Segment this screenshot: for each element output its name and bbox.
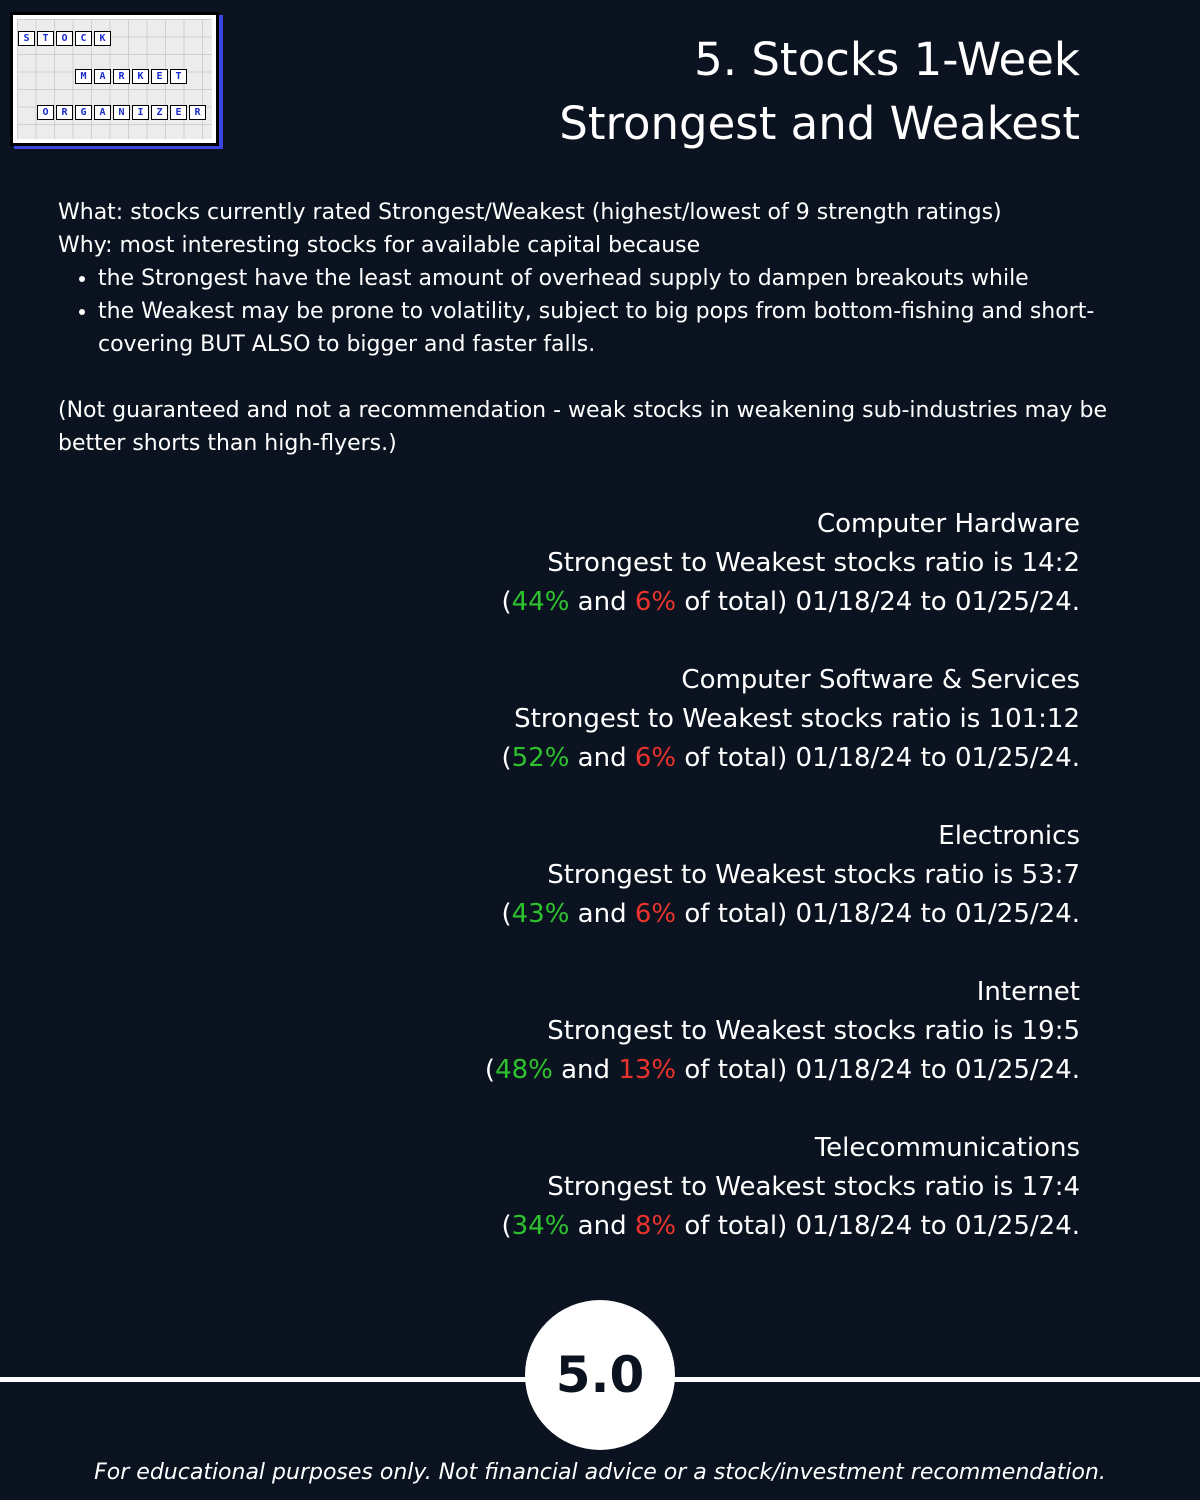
intro-what: What: stocks currently rated Strongest/Weakest (highest/lowest of 9 strength ratings) (58, 200, 1002, 225)
logo-letter: S (18, 31, 35, 46)
industry-percentages (380, 739, 1080, 778)
industry-name: Computer Hardware (816, 509, 1080, 539)
logo-letter: M (75, 69, 92, 84)
strong-percent: 44% (511, 587, 570, 617)
industry-name: Computer Software & Services (681, 665, 1080, 695)
industry-section (380, 817, 1080, 934)
period-text: of total) 01/18/24 to 01/25/24. (676, 1055, 1080, 1085)
industry-percentages (380, 1207, 1080, 1246)
intro-text (58, 196, 1138, 460)
industry-name: Electronics (938, 821, 1080, 851)
intro-bullet-list (58, 262, 1138, 361)
intro-bullet: • the Strongest have the least amount of overhead supply to dampen breakouts while (98, 262, 1138, 295)
and-text: and (569, 587, 635, 617)
logo-letter: K (94, 31, 111, 46)
intro-note: (Not guaranteed and not a recommendation - weak stocks in weakening sub-industries may be better shorts than high-flyers.) (58, 398, 1108, 456)
logo-letter: G (75, 105, 92, 120)
logo-row-organizer (37, 105, 206, 120)
logo-letter: O (56, 31, 73, 46)
period-text: of total) 01/18/24 to 01/25/24. (676, 587, 1080, 617)
and-text: and (569, 743, 635, 773)
industry-section (380, 973, 1080, 1090)
industry-name: Internet (976, 977, 1080, 1007)
industry-name: Telecommunications (814, 1133, 1080, 1163)
paren-open: ( (501, 587, 512, 617)
disclaimer-text: For educational purposes only. Not financial advice or a stock/investment recommendation. (94, 1460, 1106, 1485)
logo-letter: A (94, 105, 111, 120)
industry-section (380, 661, 1080, 778)
weak-percent: 6% (634, 743, 677, 773)
industry-ratio: Strongest to Weakest stocks ratio is 14:2 (547, 548, 1080, 578)
weak-percent: 13% (618, 1055, 677, 1085)
period-text: of total) 01/18/24 to 01/25/24. (676, 899, 1080, 929)
logo-letter: A (94, 69, 111, 84)
intro-bullet: • the Weakest may be prone to volatility, subject to big pops from bottom-fishing and short-covering BUT ALSO to bigger and faster falls. (98, 295, 1138, 361)
industry-ratio: Strongest to Weakest stocks ratio is 17:4 (547, 1172, 1080, 1202)
weak-percent: 6% (634, 899, 677, 929)
strong-percent: 52% (511, 743, 570, 773)
stock-market-organizer-logo (10, 12, 219, 146)
strong-percent: 43% (511, 899, 570, 929)
logo-letter: E (170, 105, 187, 120)
period-text: of total) 01/18/24 to 01/25/24. (676, 743, 1080, 773)
strong-percent: 34% (511, 1211, 570, 1241)
section-number-badge: 5.0 (525, 1300, 675, 1450)
industry-section (380, 1129, 1080, 1246)
and-text: and (569, 1211, 635, 1241)
paren-open: ( (484, 1055, 496, 1085)
logo-letter: K (132, 69, 149, 84)
page-title-line-2: Strongest and Weakest (559, 97, 1080, 150)
logo-letter: R (113, 69, 130, 84)
logo-letter: N (113, 105, 130, 120)
logo-letter: R (189, 105, 206, 120)
and-text: and (569, 899, 635, 929)
logo-letter: C (75, 31, 92, 46)
page-title-line-1: 5. Stocks 1-Week (694, 33, 1080, 86)
paren-open: ( (501, 1211, 512, 1241)
industry-sections (380, 505, 1080, 1285)
logo-letter: T (37, 31, 54, 46)
and-text: and (552, 1055, 619, 1085)
weak-percent: 8% (634, 1211, 677, 1241)
logo-row-market (75, 69, 187, 84)
logo-letter: T (170, 69, 187, 84)
logo-letter: Z (151, 105, 168, 120)
paren-open: ( (501, 743, 512, 773)
logo-row-stock (18, 31, 111, 46)
industry-percentages (380, 1051, 1080, 1090)
industry-ratio: Strongest to Weakest stocks ratio is 53:7 (547, 860, 1080, 890)
industry-ratio: Strongest to Weakest stocks ratio is 19:5 (547, 1016, 1080, 1046)
industry-ratio: Strongest to Weakest stocks ratio is 101:12 (514, 704, 1080, 734)
industry-section (380, 505, 1080, 622)
logo-letter: O (37, 105, 54, 120)
period-text: of total) 01/18/24 to 01/25/24. (676, 1211, 1080, 1241)
logo-letter: I (132, 105, 149, 120)
page-title (559, 28, 1080, 156)
logo-letter: R (56, 105, 73, 120)
strong-percent: 48% (495, 1055, 553, 1085)
industry-percentages (380, 895, 1080, 934)
industry-percentages (380, 583, 1080, 622)
intro-why: Why: most interesting stocks for available capital because (58, 233, 701, 258)
paren-open: ( (501, 899, 512, 929)
logo-letter: E (151, 69, 168, 84)
weak-percent: 6% (634, 587, 677, 617)
